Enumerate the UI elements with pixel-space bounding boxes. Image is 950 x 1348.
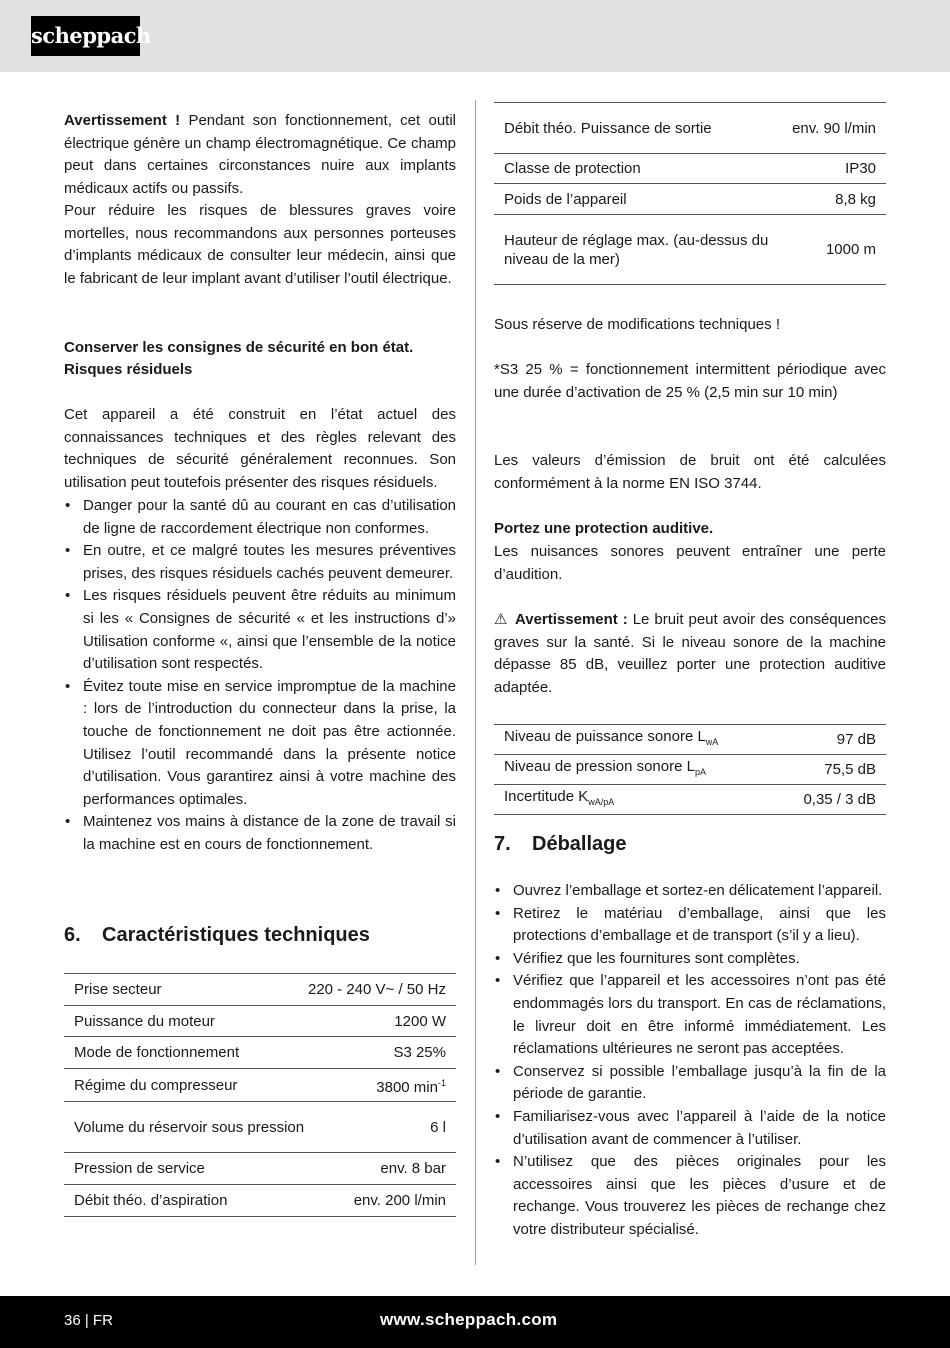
spec-value: 8,8 kg: [835, 190, 876, 208]
table-row: [64, 1069, 456, 1102]
spec-label: Mode de fonctionnement: [74, 1044, 240, 1061]
spec-table: [64, 973, 456, 1217]
spec-value: env. 90 l/min: [792, 119, 876, 137]
column-divider: [475, 100, 476, 1265]
noise-label-text: Incertitude K: [504, 788, 589, 805]
spec-value-number: 3800 min: [376, 1078, 438, 1096]
noise-label-subscript: wA/pA: [588, 797, 615, 807]
emf-warning: [64, 110, 456, 200]
spec-label: Débit théo. Puissance de sortie: [504, 119, 712, 137]
residual-risks-heading: Risques résiduels: [64, 361, 193, 378]
list-item: • Retirez le matériau d’emballage, ainsi que les protections d’emballage et de transport (s’il y a lieu).: [494, 903, 886, 948]
list-item: • En outre, et ce malgré toutes les mesures préventives prises, des risques résiduels cachés peuvent demeurer.: [64, 540, 456, 585]
footer-band: [0, 1296, 950, 1348]
list-item: • Évitez toute mise en service impromptue de la machine : lors de l’introduction du connecteur dans la prise, la touche de fonctionnement ne doit pas être actionnée. Utilisez l’outil recommandé dans la présente notice d’utilisation. Vous garantirez ainsi à votre machine des performances optimales.: [64, 676, 456, 812]
list-item: • Conservez si possible l’emballage jusqu’à la fin de la période de garantie.: [494, 1061, 886, 1106]
emf-warning-label: Avertissement !: [64, 112, 181, 129]
warning-icon: ⚠: [494, 611, 508, 628]
list-item: • Vérifiez que l’appareil et les accessoires n’ont pas été endommagés lors du transport. En cas de réclamations, le livreur doit en être informé immédiatement. Les réclamations ultérieures ne seront pas acceptées.: [494, 970, 886, 1060]
noise-warning-text: Le bruit peut avoir des conséquences graves sur la santé. Si le niveau sonore de la machine dépasse 85 dB, veuillez porter une protection auditive adaptée.: [494, 611, 886, 696]
unpacking-list: [494, 880, 886, 1242]
spec-value: 6 l: [430, 1118, 446, 1136]
noise-label: [504, 787, 803, 812]
spec-label: Volume du réservoir sous pression: [74, 1118, 305, 1136]
spec-value-exponent: -1: [437, 1077, 446, 1088]
table-row: [494, 755, 886, 785]
noise-value: 97 dB: [836, 731, 876, 748]
table-row: [64, 1006, 456, 1037]
table-row: [494, 785, 886, 815]
s3-note: *S3 25 % = fonctionnement intermittent périodique avec une durée d’activation de 25 % (2,5 min sur 10 min): [494, 361, 886, 401]
spec-value: S3 25%: [393, 1044, 446, 1061]
noise-label-subscript: wA: [705, 737, 719, 747]
noise-warning: [494, 609, 886, 699]
section-number: 6.: [64, 924, 81, 946]
table-row: [494, 103, 886, 154]
header-band: [0, 0, 950, 72]
spec-value: [376, 1074, 446, 1097]
table-row: [64, 1185, 456, 1217]
spec-table-continued: [494, 102, 886, 285]
spec-label: Puissance du moteur: [74, 1012, 215, 1030]
noise-table: [494, 724, 886, 815]
implant-advice: Pour réduire les risques de blessures graves voire mortelles, nous recommandons aux personnes porteuses d’implants médicaux de consulter leur médecin, ainsi que le fabricant de leur implant avant d’utiliser l’outil électrique.: [64, 202, 456, 287]
noise-values-note: Les valeurs d’émission de bruit ont été calculées conformément à la norme EN ISO 3744.: [494, 452, 886, 492]
table-row: [494, 215, 886, 285]
emf-warning-text: Pendant son fonctionnement, cet outil électrique génère un champ électromagnétique. Ce champ peut dans certaines circonstances nuire aux implants médicaux actifs ou passifs.: [64, 112, 456, 197]
spec-value: IP30: [845, 160, 876, 177]
section-title: Déballage: [532, 833, 627, 855]
spec-value: env. 200 l/min: [353, 1192, 446, 1209]
subject-to-change: Sous réserve de modifications techniques !: [494, 316, 780, 333]
hearing-protection-heading: Portez une protection auditive.: [494, 520, 714, 537]
noise-value: 0,35 / 3 dB: [803, 791, 876, 808]
website-url: www.scheppach.com: [380, 1310, 558, 1329]
table-row: [64, 1037, 456, 1069]
spec-value: 1000 m: [825, 241, 876, 258]
keep-instructions: Conserver les consignes de sécurité en bon état.: [64, 339, 414, 356]
table-row: [64, 1102, 456, 1153]
spec-value: env. 8 bar: [380, 1160, 446, 1177]
spec-label: Prise secteur: [74, 981, 162, 998]
table-row: [494, 154, 886, 184]
noise-warning-label: Avertissement :: [514, 611, 628, 628]
section-6-heading: [64, 922, 370, 948]
spec-value: 220 - 240 V~ / 50 Hz: [307, 981, 446, 998]
noise-label-text: Niveau de puissance sonore L: [504, 728, 706, 745]
noise-label-subscript: pA: [694, 767, 706, 777]
noise-label: [504, 727, 837, 752]
residual-risk-list: [64, 495, 456, 857]
residual-intro: Cet appareil a été construit en l’état actuel des connaissances techniques et des règles relevant des techniques de sécurité généralement reconnues. Son utilisation peut toutefois présenter des risques résiduels.: [64, 406, 456, 491]
list-item: • Ouvrez l’emballage et sortez-en délicatement l’appareil.: [494, 880, 886, 903]
noise-value: 75,5 dB: [824, 761, 876, 778]
table-row: [64, 1153, 456, 1185]
spec-label: Régime du compresseur: [74, 1076, 238, 1094]
list-item: • Familiarisez-vous avec l’appareil à l’aide de la notice d’utilisation avant de commencer à l’utiliser.: [494, 1106, 886, 1151]
spec-label: Classe de protection: [504, 160, 641, 177]
spec-label: Hauteur de réglage max. (au-dessus du niveau de la mer): [504, 231, 769, 268]
list-item: • Danger pour la santé dû au courant en cas d’utilisation de ligne de raccordement électrique non conformes.: [64, 495, 456, 540]
table-row: [494, 184, 886, 215]
table-row: [494, 725, 886, 755]
noise-label-text: Niveau de pression sonore L: [504, 758, 695, 775]
spec-label: Débit théo. d’aspiration: [74, 1192, 228, 1209]
list-item: • Vérifiez que les fournitures sont complètes.: [494, 948, 886, 971]
section-7-heading: [494, 831, 626, 857]
spec-label: Poids de l’appareil: [504, 190, 627, 208]
brand-logo: scheppach: [31, 16, 140, 56]
noise-label: [504, 757, 824, 782]
table-row: [64, 974, 456, 1006]
spec-value: 1200 W: [394, 1012, 446, 1030]
section-number: 7.: [494, 833, 511, 855]
list-item: • Les risques résiduels peuvent être réduits au minimum si les « Consignes de sécurité « et les instructions d’» Utilisation conforme «, ainsi que l’ensemble de la notice d’utilisation sont respectés.: [64, 585, 456, 675]
section-title: Caractéristiques techniques: [102, 924, 370, 946]
list-item: • N’utilisez que des pièces originales pour les accessoires ainsi que les pièces d’usure et de rechange. Vous trouverez les pièces de rechange chez votre distributeur spécialisé.: [494, 1151, 886, 1241]
list-item: • Maintenez vos mains à distance de la zone de travail si la machine est en cours de fonctionnement.: [64, 811, 456, 856]
hearing-protection-text: Les nuisances sonores peuvent entraîner une perte d’audition.: [494, 543, 886, 583]
spec-label: Pression de service: [74, 1160, 205, 1177]
page-number: 36 | FR: [64, 1312, 113, 1329]
